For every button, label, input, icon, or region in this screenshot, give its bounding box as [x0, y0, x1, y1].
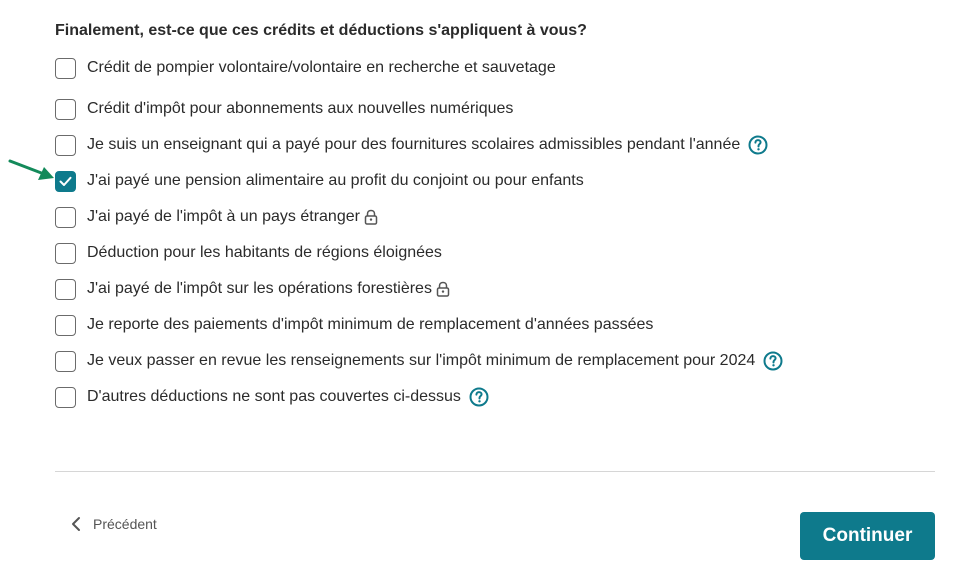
- option-label: Crédit d'impôt pour abonnements aux nouvelles numériques: [87, 100, 514, 117]
- options-list: [55, 56, 935, 415]
- option-logging-tax[interactable]: [55, 271, 935, 307]
- option-volunteer-firefighter[interactable]: [55, 56, 935, 80]
- option-label: Je suis un enseignant qui a payé pour des fournitures scolaires admissibles pendant l'année: [87, 136, 741, 153]
- option-label: Je reporte des paiements d'impôt minimum de remplacement d'années passées: [87, 316, 654, 333]
- option-other-deductions[interactable]: [55, 379, 935, 415]
- chevron-left-icon: [70, 516, 82, 532]
- option-label: J'ai payé une pension alimentaire au profit du conjoint ou pour enfants: [87, 172, 584, 189]
- back-button[interactable]: [70, 516, 157, 532]
- checkbox[interactable]: [55, 135, 76, 156]
- option-label: J'ai payé de l'impôt à un pays étranger: [87, 208, 360, 225]
- annotation-arrow-icon: [8, 158, 54, 182]
- lock-icon: [364, 209, 378, 225]
- option-amt-carryforward[interactable]: [55, 307, 935, 343]
- option-label: Je veux passer en revue les renseignements sur l'impôt minimum de remplacement pour 2024: [87, 352, 756, 369]
- lock-icon: [436, 281, 450, 297]
- checkbox-checked[interactable]: [55, 171, 76, 192]
- option-northern-residents[interactable]: [55, 235, 935, 271]
- checkbox[interactable]: [55, 315, 76, 336]
- checkbox[interactable]: [55, 243, 76, 264]
- option-label: J'ai payé de l'impôt sur les opérations forestières: [87, 280, 432, 297]
- option-label: Crédit de pompier volontaire/volontaire en recherche et sauvetage: [87, 59, 556, 76]
- option-teacher-supplies[interactable]: [55, 127, 935, 163]
- help-icon[interactable]: [763, 351, 783, 371]
- option-digital-news[interactable]: [55, 91, 935, 127]
- back-label: Précédent: [93, 516, 157, 532]
- option-support-payments[interactable]: [55, 163, 935, 199]
- question-heading: Finalement, est-ce que ces crédits et déductions s'appliquent à vous?: [55, 22, 587, 39]
- divider: [55, 471, 935, 472]
- checkbox[interactable]: [55, 387, 76, 408]
- checkbox[interactable]: [55, 351, 76, 372]
- option-amt-review[interactable]: [55, 343, 935, 379]
- checkbox[interactable]: [55, 58, 76, 79]
- checkbox[interactable]: [55, 99, 76, 120]
- option-label: Déduction pour les habitants de régions éloignées: [87, 244, 442, 261]
- help-icon[interactable]: [469, 387, 489, 407]
- check-icon: [59, 176, 72, 187]
- checkbox[interactable]: [55, 207, 76, 228]
- help-icon[interactable]: [748, 135, 768, 155]
- continue-button[interactable]: Continuer: [800, 512, 935, 560]
- checkbox[interactable]: [55, 279, 76, 300]
- option-label: D'autres déductions ne sont pas couvertes ci-dessus: [87, 388, 461, 405]
- option-foreign-tax[interactable]: [55, 199, 935, 235]
